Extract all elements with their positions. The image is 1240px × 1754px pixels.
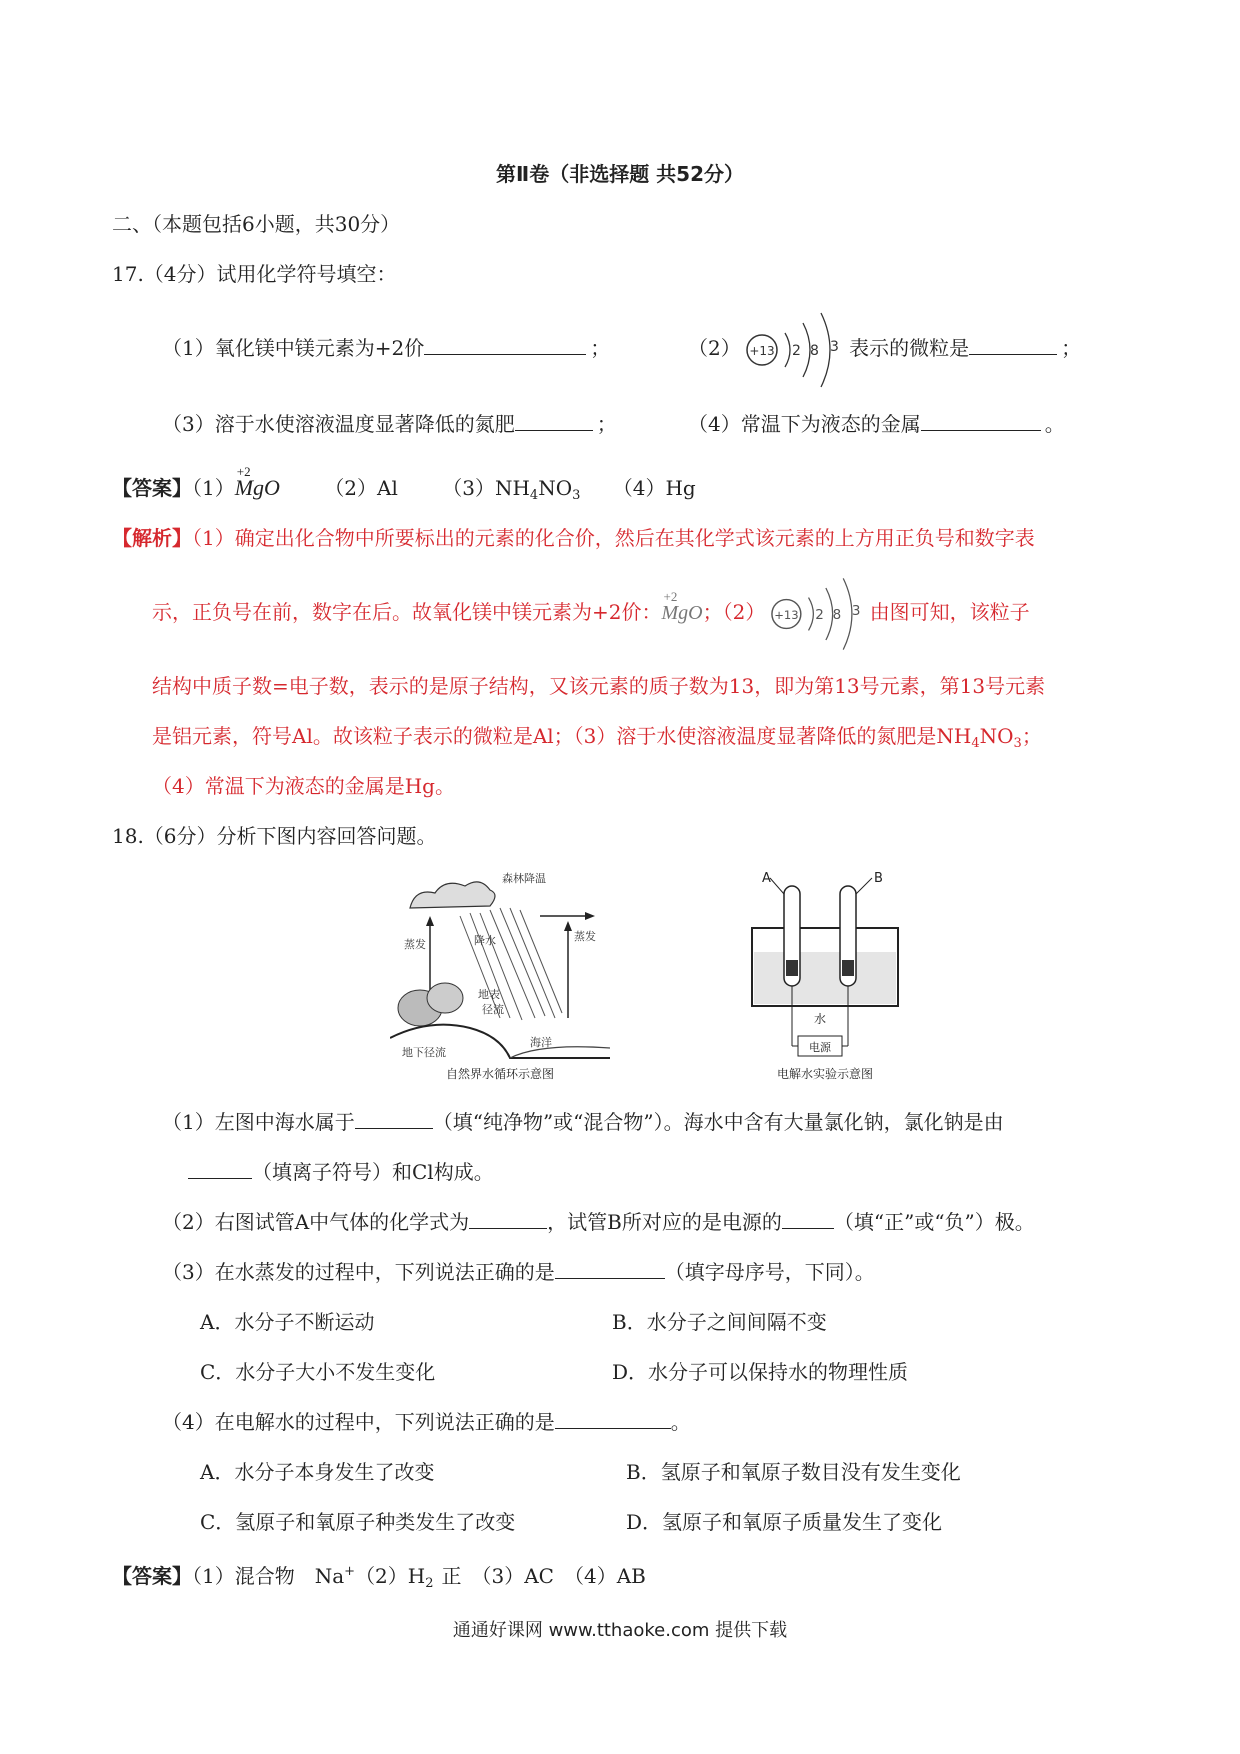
q18-option4-a: A．水分子本身发生了改变 <box>200 1460 435 1484</box>
q18-part4-a: （4）在电解水的过程中，下列说法正确的是 <box>162 1410 555 1434</box>
analysis-line-2-a: 示，正负号在前，数字在后。故氧化镁中镁元素为+2价： <box>152 600 662 624</box>
analysis-line-4 <box>152 722 1042 758</box>
q18-part1-b: （填“纯净物”或“混合物”）。海水中含有大量氯化钠，氯化钠是由 <box>432 1110 1004 1134</box>
analysis-mgo <box>661 589 703 627</box>
q18-stem: 18.（6分）分析下图内容回答问题。 <box>112 824 437 848</box>
q17-answer-3-mid: NO <box>538 476 573 500</box>
q18-part3 <box>162 1258 875 1286</box>
q18-part2-c: （填“正”或“负”）极。 <box>833 1210 1035 1234</box>
q18-part3-b: （填字母序号，下同）。 <box>664 1260 875 1284</box>
shell-1-electrons-2: 2 <box>814 606 824 623</box>
q18-part4 <box>162 1408 691 1436</box>
q18-part2-a: （2）右图试管A中气体的化学式为 <box>162 1210 470 1234</box>
q18-part3-blank[interactable] <box>555 1258 665 1279</box>
label-precipitation: 降水 <box>474 934 496 947</box>
q17-part2-suffix: 表示的微粒是 <box>849 336 970 360</box>
analysis-line-1 <box>112 524 1035 552</box>
shell-3-electrons-2: 3 <box>851 602 861 619</box>
q17-answer-3-a: （3）NH <box>442 476 530 500</box>
q17-answer <box>112 464 696 510</box>
q18-part1 <box>162 1108 1004 1136</box>
q17-part4-text: （4）常温下为液态的金属 <box>688 412 921 436</box>
q17-part3-text: （3）溶于水使溶液温度显著降低的氮肥 <box>162 412 515 436</box>
q18-answer-c: 正 （3）AC （4）AB <box>441 1564 646 1588</box>
label-groundwater: 地下径流 <box>402 1046 446 1059</box>
q17-answer-2: （2）Al <box>324 476 398 500</box>
shell-3-electrons: 3 <box>830 338 840 355</box>
evaporation-arrow-icon <box>426 916 434 926</box>
analysis-line-2-b: ；（2） <box>702 600 766 624</box>
q17-part2-blank[interactable] <box>969 334 1057 355</box>
q18-answer-a: （1）混合物 Na <box>192 1564 345 1588</box>
shell-1-electrons: 2 <box>792 342 802 359</box>
q18-part2-blank1[interactable] <box>469 1208 547 1229</box>
q17-part2-prefix: （2） <box>688 336 741 360</box>
analysis-mgo-charge: +2 <box>663 589 678 604</box>
q18-answer-label: 【答案】 <box>112 1564 192 1588</box>
power-label: 电源 <box>809 1041 831 1054</box>
label-evaporation: 蒸发 <box>404 938 426 951</box>
tube-a-label: A <box>762 871 771 886</box>
analysis-mgo-formula: MgO <box>661 602 703 624</box>
shell-2-electrons: 8 <box>810 342 820 359</box>
q18-option3-b: B．水分子之间间隔不变 <box>612 1310 827 1334</box>
q17-part4 <box>688 410 1065 438</box>
q17-part3 <box>162 410 617 438</box>
q17-answer-3 <box>442 476 581 503</box>
analysis-line-4-a: 是铝元素，符号Al。故该粒子表示的微粒是Al；（3）溶于水使溶液温度显著降低的氮肥是NH <box>152 724 972 748</box>
analysis-line-4-mid: NO <box>979 724 1014 748</box>
q17-part1 <box>162 334 610 362</box>
analysis-line-4-sub1: 4 <box>971 736 980 751</box>
q18-answer-sub: 2 <box>425 1576 434 1591</box>
q18-option3-c: C．水分子大小不发生变化 <box>200 1360 436 1384</box>
q18-part4-blank[interactable] <box>555 1408 671 1429</box>
q17-answer-4: （4）Hg <box>612 476 696 500</box>
page-footer: 通通好课网 www.tthaoke.com 提供下载 <box>452 1620 788 1641</box>
q18-part2 <box>162 1208 1035 1236</box>
q17-part4-period: 。 <box>1044 412 1065 436</box>
q18-part2-blank2[interactable] <box>782 1208 834 1229</box>
q17-part2 <box>688 334 1081 364</box>
q17-part1-blank[interactable] <box>424 334 586 355</box>
analysis-label: 【解析】 <box>112 526 192 550</box>
nucleus-charge: +13 <box>749 343 775 358</box>
analysis-line-2 <box>152 589 1030 628</box>
q17-answer-3-sub1: 4 <box>529 488 539 503</box>
label-surface: 地表 <box>478 988 500 1001</box>
analysis-line-1-text: （1）确定出化合物中所要标出的元素的化合价，然后在其化学式该元素的上方用正负号和数字表 <box>192 526 1035 550</box>
electrolysis-caption: 电解水实验示意图 <box>776 1067 874 1081</box>
label-runoff: 径流 <box>482 1003 504 1016</box>
q17-part3-blank[interactable] <box>515 410 593 431</box>
atom-structure-diagram-2 <box>772 600 870 628</box>
electrolysis-figure <box>740 868 910 1088</box>
q18-option4-b: B．氢原子和氧原子数目没有发生变化 <box>626 1460 961 1484</box>
q17-part1-text: （1）氧化镁中镁元素为+2价 <box>162 336 425 360</box>
water-label: 水 <box>813 1012 827 1026</box>
q18-part1-cont <box>188 1158 494 1186</box>
q17-answer-mgo-charge: +2 <box>236 464 251 479</box>
label-evaporation-sea: 蒸发 <box>574 930 596 943</box>
q18-part1-a: （1）左图中海水属于 <box>162 1110 355 1134</box>
q18-answer-b: （2）H <box>355 1564 426 1588</box>
q17-part3-semicolon: ； <box>596 412 617 436</box>
q18-part4-b: 。 <box>670 1410 691 1434</box>
q18-option4-d: D．氢原子和氧原子质量发生了变化 <box>626 1510 943 1534</box>
q18-answer <box>112 1558 646 1598</box>
analysis-line-5: （4）常温下为液态的金属是Hg。 <box>152 774 455 798</box>
label-ocean: 海洋 <box>530 1036 552 1049</box>
q18-option3-d: D．水分子可以保持水的物理性质 <box>612 1360 909 1384</box>
q18-option4-c: C．氢原子和氧原子种类发生了改变 <box>200 1510 516 1534</box>
q17-part2-semicolon: ； <box>1061 336 1082 360</box>
water-cycle-figure <box>390 868 610 1088</box>
q17-answer-mgo <box>234 464 280 502</box>
atom-structure-diagram-1 <box>747 336 849 364</box>
q18-part1-blank2[interactable] <box>188 1158 252 1179</box>
tube-b-label: B <box>874 871 883 886</box>
q17-answer-1: （1） <box>192 476 235 500</box>
analysis-line-2-c: 由图可知，该粒子 <box>869 600 1030 624</box>
q17-part4-blank[interactable] <box>921 410 1041 431</box>
q17-answer-label: 【答案】 <box>112 476 192 500</box>
shell-2-electrons-2: 8 <box>832 606 841 623</box>
q17-part1-semicolon: ； <box>590 336 611 360</box>
q18-part1-c: （填离子符号）和Cl构成。 <box>252 1160 494 1184</box>
section-title: 第Ⅱ卷（非选择题 共52分） <box>496 162 744 186</box>
q18-answer-sup: + <box>344 1564 356 1579</box>
cloud-icon <box>410 882 495 908</box>
q18-part2-b: ，试管B所对应的是电源的 <box>547 1210 782 1234</box>
analysis-line-4-end: ； <box>1021 724 1042 748</box>
label-forest: 森林降温 <box>502 872 546 885</box>
q17-answer-mgo-formula: MgO <box>234 475 280 500</box>
q18-part1-blank1[interactable] <box>355 1108 433 1129</box>
analysis-line-4-sub2: 3 <box>1013 736 1022 751</box>
q17-stem: 17.（4分）试用化学符号填空： <box>112 262 397 286</box>
nucleus-charge-2: +13 <box>773 607 799 622</box>
part-heading: 二、（本题包括6小题，共30分） <box>112 212 401 236</box>
analysis-line-3: 结构中质子数=电子数，表示的是原子结构，又该元素的质子数为13，即为第13号元素，第13号元素 <box>152 674 1046 698</box>
q18-option3-a: A．水分子不断运动 <box>200 1310 375 1334</box>
water-cycle-caption: 自然界水循环示意图 <box>445 1067 555 1081</box>
sea-evaporation-arrow-icon <box>564 921 572 931</box>
q18-part3-a: （3）在水蒸发的过程中，下列说法正确的是 <box>162 1260 555 1284</box>
q17-answer-3-sub2: 3 <box>572 488 581 503</box>
